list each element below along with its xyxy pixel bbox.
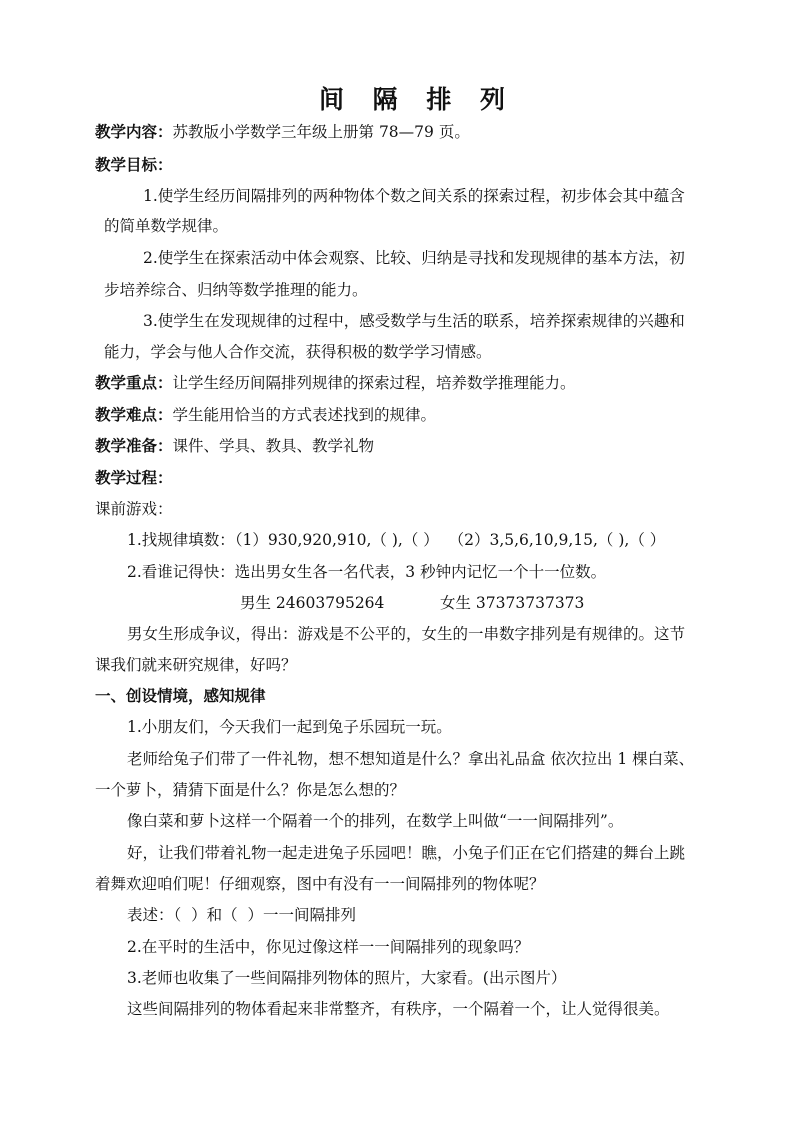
warmup-item-2: 2.看谁记得快：选出男女生各一名代表，3 秒钟内记忆一个十一位数。 [127,563,607,581]
key-row [95,373,576,393]
section-1-heading: 一、创设情境，感知规律 [95,686,266,705]
content-text: 苏教版小学数学三年级上册第 78—79 页。 [172,123,470,141]
prep-text: 课件、学具、教具、教学礼物 [172,437,375,455]
girl-number: 女生 37373737373 [440,594,585,612]
key-text: 让学生经历间隔排列规律的探索过程，培养数学推理能力。 [172,374,576,392]
warmup-conclusion-1: 男女生形成争议，得出：游戏是不公平的，女生的一串数字排列是有规律的。这节 [127,625,686,643]
section-1-p4-line-1: 好，让我们带着礼物一起走进兔子乐园吧！瞧，小兔子们正在它们搭建的舞台上跳 [127,844,686,862]
warmup-conclusion-2: 课我们就来研究规律，好吗？ [95,656,297,674]
goal-3-line-2: 能力，学会与他人合作交流，获得积极的数学学习情感。 [104,343,492,361]
difficulty-label: 教学难点： [95,405,173,424]
section-1-p4-line-2: 着舞欢迎咱们呢！仔细观察，图中有没有一一间隔排列的物体呢？ [95,875,545,893]
difficulty-text: 学生能用恰当的方式表述找到的规律。 [172,406,437,424]
document-title: 间 隔 排 列 [318,85,516,114]
section-1-p6: 2.在平时的生活中，你见过像这样一一间隔排列的现象吗？ [127,938,530,956]
boy-number: 男生 24603795264 [240,594,385,612]
section-1-p2-line-1: 老师给兔子们带了一件礼物，想不想知道是什么？拿出礼品盒 依次拉出 1 棵白菜、 [127,750,695,768]
section-1-p5: 表述：（ ）和（ ）一一间隔排列 [127,906,356,924]
warmup-label: 课前游戏： [95,500,173,518]
section-1-p3: 像白菜和萝卜这样一个隔着一个的排列，在数学上叫做“一一间隔排列”。 [127,812,624,830]
section-1-p7: 3.老师也收集了一些间隔排列物体的照片，大家看。(出示图片） [127,969,567,987]
goal-1-line-2: 的简单数学规律。 [104,217,229,235]
key-label: 教学重点： [95,373,173,392]
goals-label: 教学目标： [95,155,173,174]
content-row [95,122,470,142]
prep-row [95,436,374,456]
goal-2-line-1: 2.使学生在探索活动中体会观察、比较、归纳是寻找和发现规律的基本方法，初 [143,249,685,267]
section-1-p8: 这些间隔排列的物体看起来非常整齐，有秩序，一个隔着一个，让人觉得很美。 [127,1000,670,1018]
content-label: 教学内容： [95,122,173,141]
section-1-p2-line-2: 一个萝卜，猜猜下面是什么？你是怎么想的？ [95,781,406,799]
section-1-p1: 1.小朋友们，今天我们一起到兔子乐园玩一玩。 [127,718,452,736]
goal-2-line-2: 步培养综合、归纳等数学推理的能力。 [104,281,368,299]
warmup-item-1: 1.找规律填数：（1）930,920,910,（ ),（ ） （2）3,5,6,10,9,15,（ ),（ ） [127,531,666,549]
goal-1-line-1: 1.使学生经历间隔排列的两种物体个数之间关系的探索过程，初步体会其中蕴含 [143,187,685,205]
prep-label: 教学准备： [95,436,173,455]
goal-3-line-1: 3.使学生在发现规律的过程中，感受数学与生活的联系，培养探索规律的兴趣和 [143,312,685,330]
process-label: 教学过程： [95,468,173,487]
difficulty-row [95,405,436,425]
